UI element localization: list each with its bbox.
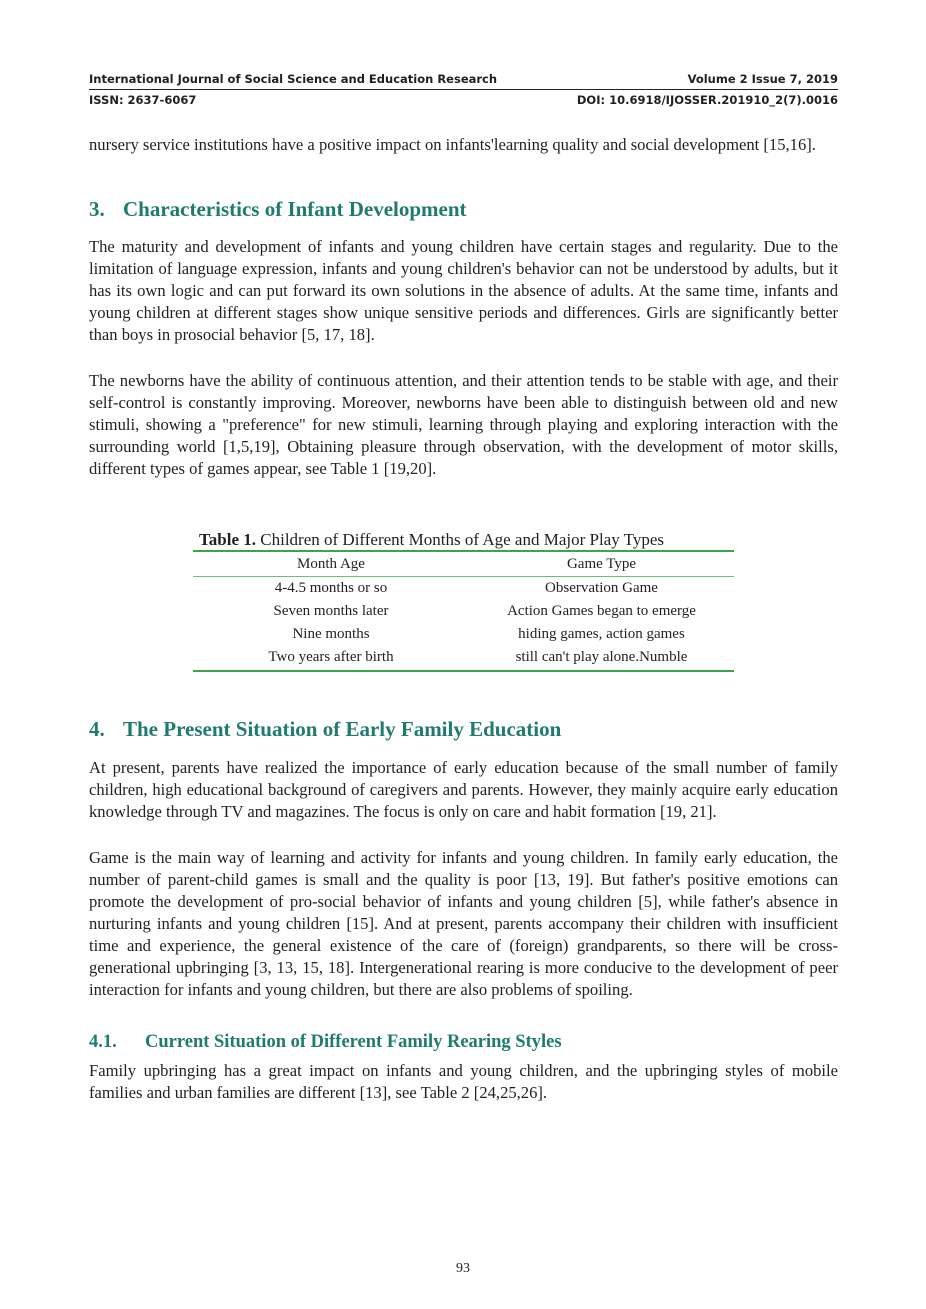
table-header-row: [193, 554, 734, 577]
doi: DOI: 10.6918/IJOSSER.201910_2(7).0016: [576, 93, 838, 107]
section-title: Characteristics of Infant Development: [123, 197, 467, 221]
table-cell: Nine months: [292, 626, 370, 642]
table-caption-text: Children of Different Months of Age and Major Play Types: [256, 530, 665, 549]
table-cell: 4-4.5 months or so: [274, 580, 388, 596]
table-cell: Observation Game: [545, 580, 658, 596]
table-cell: hiding games, action games: [518, 626, 685, 642]
header-rule: [89, 89, 838, 90]
table-bottom-rule: [193, 670, 734, 672]
subsection-title: Current Situation of Different Family Rearing Styles: [145, 1032, 562, 1052]
table-row: [193, 578, 734, 601]
section-4-paragraph-2: Game is the main way of learning and activity for infants and young children. In family early education, the number of parent-child games is small and the quality is poor [13, 19]. But father's positive emotions can promote the development of pro-social behavior of infants and young children [5], while father's absence in nurturing infants and young children [15]. And at present, parents accompany their children with insufficient time and experience, the general existence of the care of (foreign) grandparents, so there will be cross-generational upbringing [3, 13, 15, 18]. Intergenerational rearing is more conducive to the development of peer interaction for infants and young children, but there are also problems of spoiling.: [89, 848, 838, 999]
table-row: [193, 601, 734, 624]
table-cell: Two years after birth: [268, 649, 394, 665]
section-number: 3.: [89, 197, 105, 221]
issn: ISSN: 2637-6067: [89, 93, 197, 107]
section-4-heading: [89, 717, 561, 742]
table-header-rule: [193, 576, 734, 577]
section-title: The Present Situation of Early Family Education: [123, 717, 562, 741]
journal-name: International Journal of Social Science and Education Research: [89, 72, 498, 86]
section-4-paragraph-1: At present, parents have realized the importance of early education because of the small number of family children, high educational background of caregivers and parents. However, they mainly acquire early education knowledge through TV and magazines. The focus is only on care and habit formation [19, 21].: [89, 758, 838, 821]
running-header: [89, 72, 838, 88]
volume-issue: Volume 2 Issue 7, 2019: [687, 72, 838, 86]
table-cell: Action Games began to emerge: [507, 603, 696, 619]
table-row: [193, 624, 734, 647]
section-3-heading: [89, 197, 467, 222]
table-row: [193, 647, 734, 670]
table-1-caption: [199, 530, 664, 550]
column-header: Game Type: [566, 556, 637, 572]
paragraph-carryover: nursery service institutions have a positive impact on infants'learning quality and social development [15,16].: [89, 135, 816, 154]
section-3-paragraph-2: The newborns have the ability of continuous attention, and their attention tends to be stable with age, and their self-control is constantly improving. Moreover, newborns have been able to distinguish between old and new stimuli, showing a "preference" for new stimuli, learning through playing and exploring interaction with the surrounding world [1,5,19], Obtaining pleasure through observation, with the development of motor skills, different types of games appear, see Table 1 [19,20].: [89, 371, 838, 478]
table-top-rule: [193, 550, 734, 552]
section-number: 4.: [89, 717, 105, 741]
subsection-number: 4.1.: [89, 1032, 117, 1052]
section-4-1-paragraph-1: Family upbringing has a great impact on infants and young children, and the upbringing styles of mobile families and urban families are different [13], see Table 2 [24,25,26].: [89, 1061, 838, 1102]
column-header: Month Age: [297, 556, 365, 572]
table-cell: still can't play alone.Numble: [515, 649, 688, 665]
section-4-1-heading: [89, 1032, 562, 1053]
section-3-paragraph-1: The maturity and development of infants and young children have certain stages and regularity. Due to the limitation of language expression, infants and young children's behavior can not be understood by adults, but it has its own logic and can put forward its own solutions in the absence of adults. At the same time, infants and young children at different stages show unique sensitive periods and differences. Girls are significantly better than boys in prosocial behavior [5, 17, 18].: [89, 237, 838, 344]
table-cell: Seven months later: [273, 603, 389, 619]
running-subheader: [89, 93, 838, 109]
table-label: Table 1.: [199, 530, 257, 549]
page-number: 93: [456, 1261, 470, 1276]
